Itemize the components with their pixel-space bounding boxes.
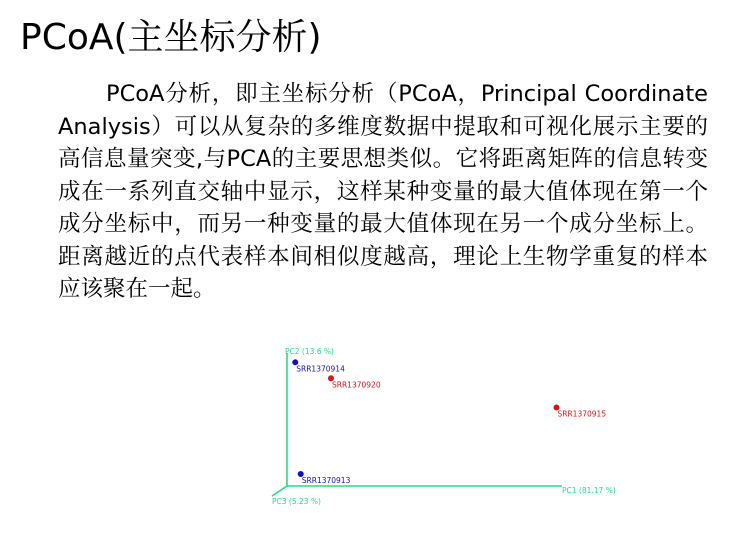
- point-label-SRR1370915: SRR1370915: [557, 409, 607, 419]
- slide-title: PCoA(主坐标分析): [20, 17, 322, 58]
- point-label-SRR1370913: SRR1370913: [301, 476, 351, 486]
- z-axis-label: PC3 (5.23 %): [272, 497, 321, 506]
- z-axis-line: [272, 486, 287, 496]
- y-axis-label: PC2 (13.6 %): [285, 347, 334, 356]
- plot-axes: [272, 353, 562, 496]
- point-label-SRR1370920: SRR1370920: [332, 380, 381, 390]
- body-paragraph: PCoA分析，即主坐标分析（PCoA，Principal Coordinate Analysis）可以从复杂的多维度数据中提取和可视化展示主要的高信息量突变,与PCA的主要思想类似。它将距离矩阵的信息转变成在一系列直交轴中显示，这样某种变量的最大值体现在第一个成分坐标中，而另一种变量的最大值体现在另一个成分坐标上。距离越近的点代表样本间相似度越高，理论上生物学重复的样本应该聚在一起。: [58, 81, 708, 302]
- point-label-SRR1370914: SRR1370914: [296, 364, 345, 374]
- data-points: [292, 359, 606, 485]
- x-axis-label: PC1 (81.17 %): [562, 486, 616, 495]
